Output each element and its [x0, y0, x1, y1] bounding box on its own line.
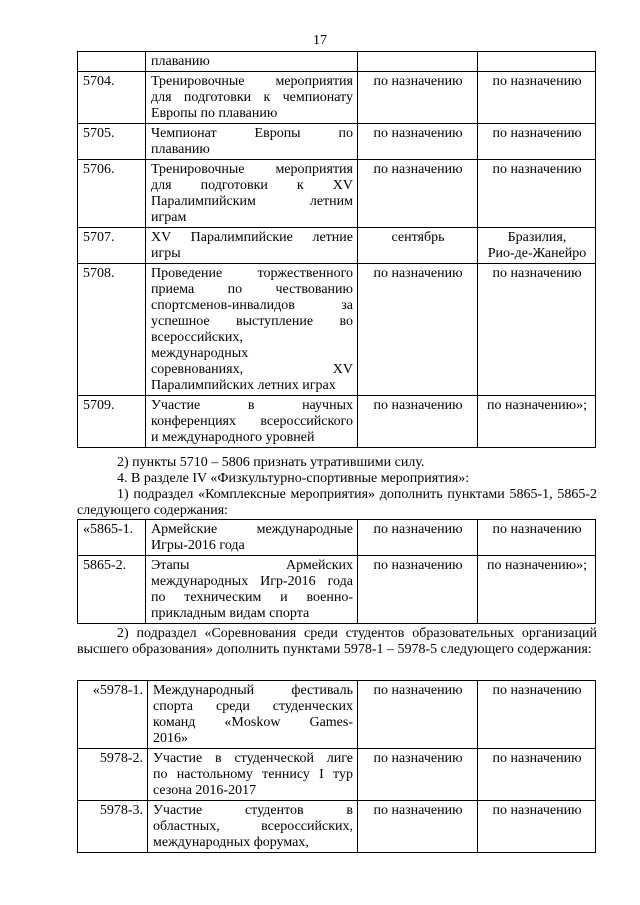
paragraph-student-competitions: 2) подраздел «Соревнования среди студентов образовательных организаций высшего образования» дополнить пунктами 5978-1 – 5978-5 следующего содержания:: [77, 626, 597, 657]
table-row: [78, 124, 596, 160]
event-place: по назначению: [478, 749, 596, 801]
event-place: по назначению: [478, 520, 596, 556]
description-line: Европы по плаванию: [151, 106, 278, 121]
table-row: [78, 520, 596, 556]
table-row: [78, 52, 596, 72]
event-description: [146, 264, 358, 396]
description-line: Игры-2016 года: [151, 538, 245, 553]
event-description: [146, 124, 358, 160]
event-date: по назначению: [358, 72, 478, 124]
description-line: спортсменов-инвалидов за: [151, 298, 353, 313]
event-description: [146, 396, 358, 448]
event-date: по назначению: [358, 396, 478, 448]
description-line: для подготовки к чемпионату: [151, 90, 353, 105]
table-row: [78, 749, 596, 801]
description-line: конференциях всероссийского: [151, 414, 353, 429]
event-place: по назначению: [478, 160, 596, 228]
description-line: Тренировочные мероприятия: [151, 74, 353, 89]
event-date: по назначению: [358, 681, 478, 749]
description-line: 2016»: [153, 731, 188, 746]
event-date: [358, 52, 478, 72]
event-description: [146, 228, 358, 264]
table-row: [78, 396, 596, 448]
description-line: Участие в научных: [151, 398, 353, 413]
item-number: 5705.: [78, 124, 146, 160]
item-number: 5706.: [78, 160, 146, 228]
description-line: играм: [151, 210, 187, 225]
description-line: прикладным видам спорта: [151, 606, 310, 621]
description-line: международных форумах,: [153, 835, 309, 850]
table-row: [78, 556, 596, 624]
event-date: по назначению: [358, 801, 478, 853]
place-line: Бразилия,: [507, 230, 567, 245]
event-description: [146, 556, 358, 624]
description-line: Участие в студенческой лиге: [153, 751, 353, 766]
event-date: по назначению: [358, 124, 478, 160]
table-row: [78, 681, 596, 749]
description-line: соревнованиях, XV: [151, 362, 353, 377]
event-place: по назначению: [478, 801, 596, 853]
table-row: [78, 160, 596, 228]
item-number: 5704.: [78, 72, 146, 124]
event-place: по назначению: [478, 681, 596, 749]
item-number: [78, 52, 146, 72]
description-line: Паралимпийских летних играх: [151, 378, 336, 393]
description-line: и международного уровней: [151, 430, 315, 445]
place-line: Рио-де-Жанейро: [487, 246, 587, 261]
item-number: 5708.: [78, 264, 146, 396]
event-date: по назначению: [358, 264, 478, 396]
table-row: [78, 801, 596, 853]
event-date: по назначению: [358, 520, 478, 556]
table-row: [78, 228, 596, 264]
description-line: приема по чествованию: [151, 282, 353, 297]
event-date: по назначению: [358, 160, 478, 228]
description-line: международных Игр-2016 года: [151, 574, 353, 589]
item-number: 5978-2.: [78, 749, 148, 801]
event-description: [146, 52, 358, 72]
description-line: областных, всероссийских,: [153, 819, 353, 834]
item-number: «5978-1.: [78, 681, 148, 749]
event-date: по назначению: [358, 749, 478, 801]
description-line: Этапы Армейских: [151, 558, 353, 573]
event-description: [148, 801, 358, 853]
event-description: [148, 681, 358, 749]
description-line: по настольному теннису I тур: [153, 767, 353, 782]
event-description: [146, 160, 358, 228]
description-line: плаванию: [151, 54, 210, 69]
events-table-3: [77, 680, 596, 853]
table-row: [78, 72, 596, 124]
description-line: Чемпионат Европы по: [151, 126, 353, 141]
events-table-2: [77, 519, 596, 624]
description-line: всероссийских,: [151, 330, 243, 345]
item-number: «5865-1.: [78, 520, 146, 556]
description-line: Проведение торжественного: [151, 266, 353, 281]
description-line: плаванию: [151, 142, 210, 157]
item-number: 5709.: [78, 396, 146, 448]
description-line: команд «Moskow Games-: [153, 715, 353, 730]
paragraph-complex-events: 1) подраздел «Комплексные мероприятия» дополнить пунктами 5865-1, 5865-2 следующего содержания:: [77, 487, 597, 518]
event-place: по назначению»;: [478, 556, 596, 624]
description-line: сезона 2016-2017: [153, 783, 257, 798]
description-line: Паралимпийским летним: [151, 194, 353, 209]
event-place: по назначению: [478, 124, 596, 160]
item-number: 5865-2.: [78, 556, 146, 624]
event-description: [146, 72, 358, 124]
events-table-1: [77, 51, 596, 448]
event-place: по назначению: [478, 72, 596, 124]
event-description: [148, 749, 358, 801]
description-line: Международный фестиваль: [153, 683, 353, 698]
event-place: [478, 52, 596, 72]
paragraph-items-removed: 2) пункты 5710 – 5806 признать утратившими силу.: [117, 455, 425, 470]
item-number: 5978-3.: [78, 801, 148, 853]
event-description: [146, 520, 358, 556]
description-line: спорта среди студенческих: [153, 699, 353, 714]
description-line: по техническим и военно-: [151, 590, 353, 605]
event-place: [478, 228, 596, 264]
event-date: по назначению: [358, 556, 478, 624]
description-line: Участие студентов в: [153, 803, 353, 818]
item-number: 5707.: [78, 228, 146, 264]
description-line: XV Паралимпийские летние: [151, 230, 353, 245]
paragraph-section-iv: 4. В разделе IV «Физкультурно-спортивные мероприятия»:: [117, 471, 470, 486]
table-row: [78, 264, 596, 396]
event-place: по назначению: [478, 264, 596, 396]
description-line: Армейские международные: [151, 522, 353, 537]
description-line: Тренировочные мероприятия: [151, 162, 353, 177]
description-line: игры: [151, 246, 181, 261]
page-number: 17: [313, 33, 327, 48]
description-line: успешное выступление во: [151, 314, 353, 329]
event-place: по назначению»;: [478, 396, 596, 448]
description-line: международных: [151, 346, 249, 361]
event-date: сентябрь: [358, 228, 478, 264]
description-line: для подготовки к XV: [151, 178, 353, 193]
